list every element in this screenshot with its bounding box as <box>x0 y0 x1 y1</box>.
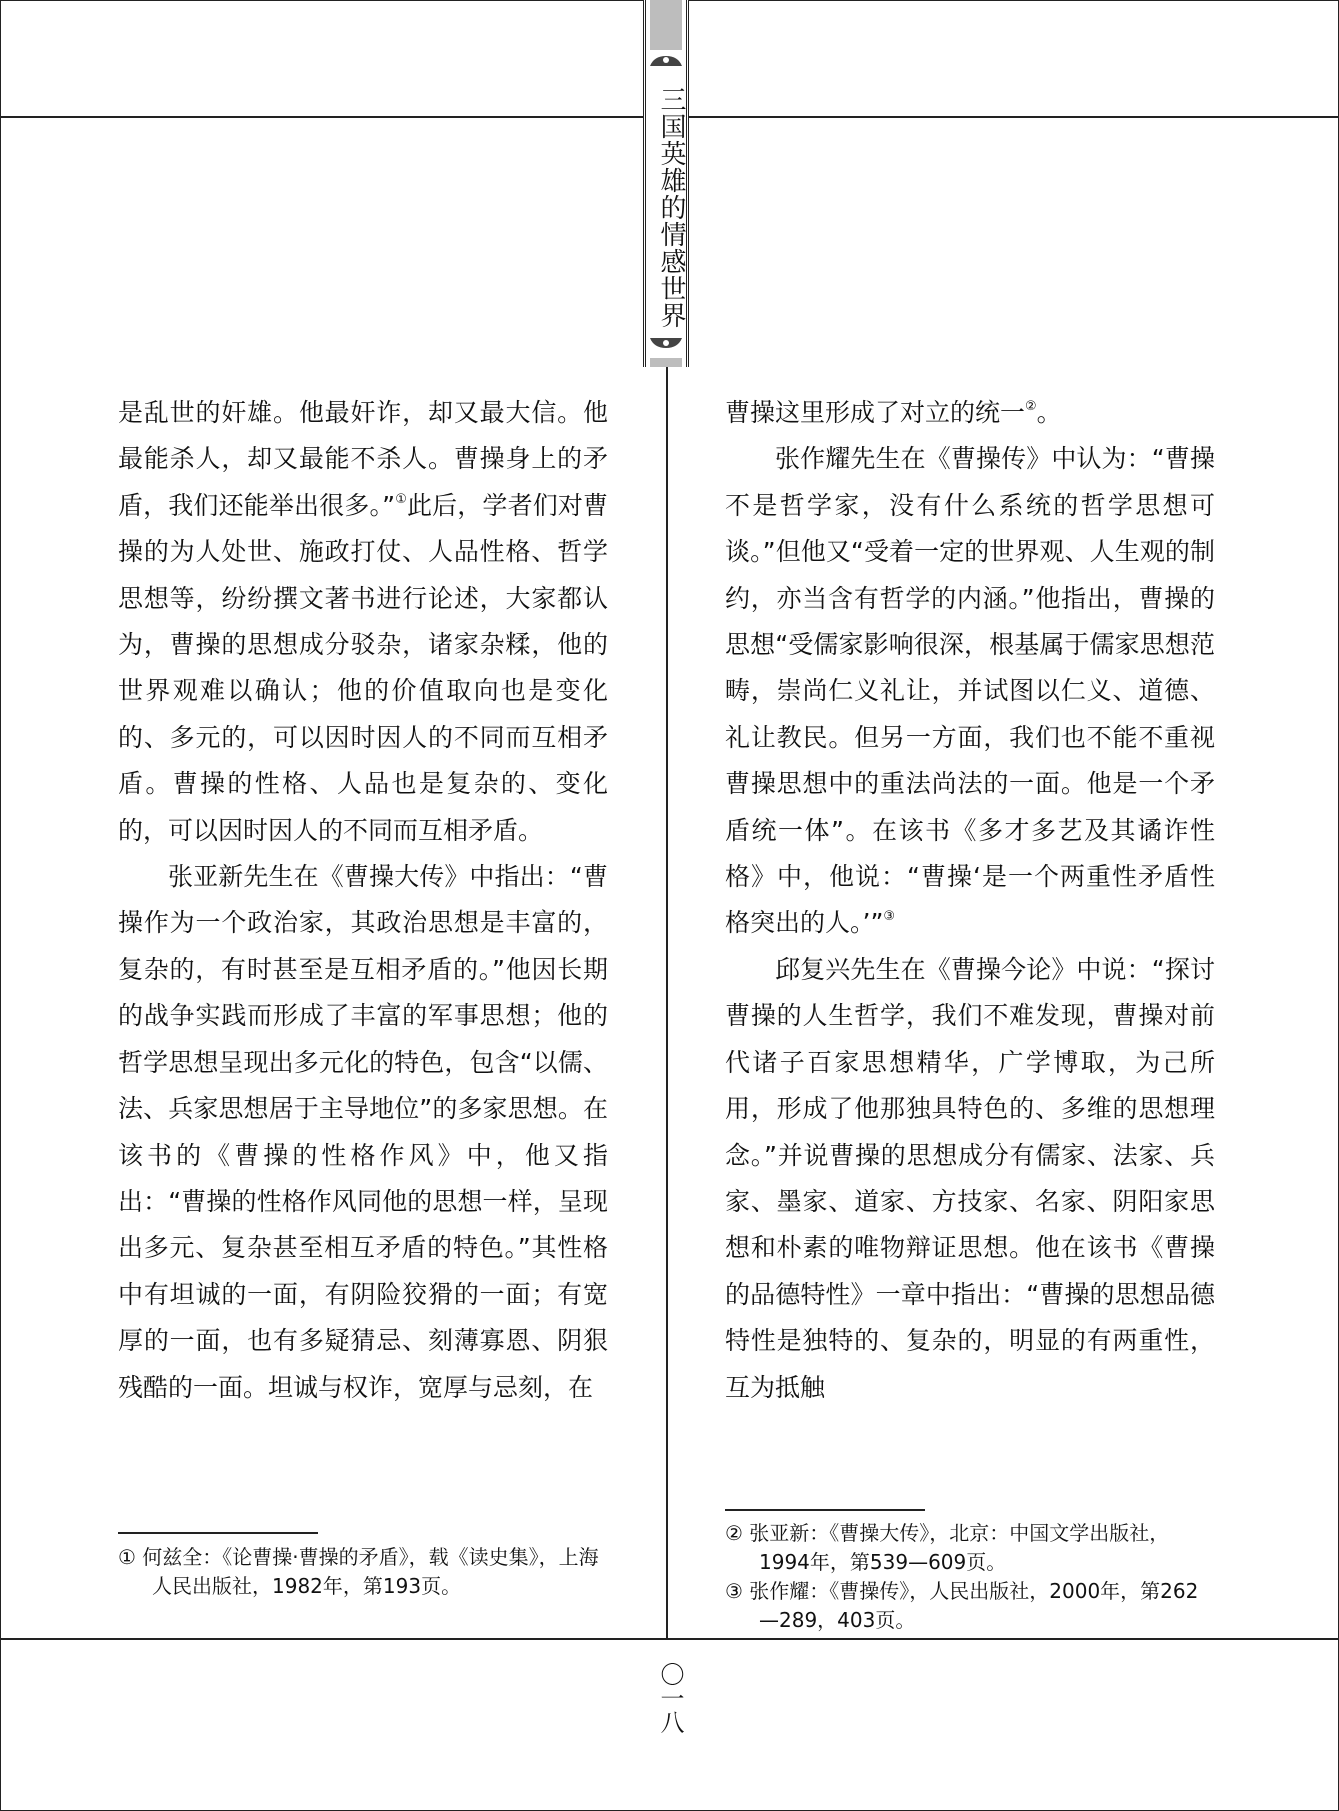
footnote-ref-2: ② <box>1025 399 1037 414</box>
left-paragraph-1 <box>118 390 608 854</box>
right-paragraph-1-end: 。 <box>1036 398 1062 427</box>
column-divider <box>666 367 668 1639</box>
right-paragraph-1 <box>725 390 1215 436</box>
footnote-separator-left <box>118 1532 318 1534</box>
left-paragraph-1-text: 是乱世的奸雄。他最奸诈，却又最大信。他最能杀人，却又最能不杀人。曹操身上的矛盾，我们还能举出很多。” <box>118 398 608 520</box>
tab-bottom-block <box>650 358 682 367</box>
book-title-tab <box>643 0 689 367</box>
footnote-ref-1: ① <box>395 491 407 507</box>
right-column <box>725 390 1215 1411</box>
footnotes-left <box>118 1543 608 1601</box>
footer-rule <box>0 1638 1339 1640</box>
right-paragraph-2 <box>725 436 1215 946</box>
right-paragraph-2-text: 张作耀先生在《曹操传》中认为：“曹操不是哲学家，没有什么系统的哲学思想可谈。”但他又“受着一定的世界观、人生观的制约，亦当含有哲学的内涵。”他指出，曹操的思想“受儒家影响很深，根基属于儒家思想范畴，崇尚仁义礼让，并试图以仁义、道德、礼让教民。但另一方面，我们也不能不重视曹操思想中的重法尚法的一面。他是一个矛盾统一体”。在该书《多才多艺及其谲诈性格》中，他说：“曹操‘是一个两重性矛盾性格突出的人。’” <box>725 444 1215 938</box>
tab-top-block <box>650 0 682 50</box>
footnote-separator-right <box>725 1509 925 1511</box>
footnote-2: ② 张亚新：《曹操大传》，北京：中国文学出版社，1994年，第539—609页。 <box>725 1521 1170 1574</box>
footnote-ref-3: ③ <box>883 909 896 925</box>
left-paragraph-2: 张亚新先生在《曹操大传》中指出：“曹操作为一个政治家，其政治思想是丰富的，复杂的，有时甚至是互相矛盾的。”他因长期的战争实践而形成了丰富的军事思想；他的哲学思想呈现出多元化的特色，包含“以儒、法、兵家思想居于主导地位”的多家思想。在该书的《曹操的性格作风》中，他又指出：“曹操的性格作风同他的思想一样，呈现出多元、复杂甚至相互矛盾的特色。”其性格中有坦诚的一面，有阴险狡猾的一面；有宽厚的一面，也有多疑猜忌、刻薄寡恩、阴狠残酷的一面。坦诚与权诈，宽厚与忌刻，在 <box>118 862 608 1402</box>
book-title: 三国英雄的情感世界 <box>656 86 686 329</box>
footnotes-right <box>725 1519 1215 1635</box>
ornament-bottom-icon <box>648 336 684 352</box>
ornament-top-icon <box>648 52 684 68</box>
right-paragraph-3: 邱复兴先生在《曹操今论》中说：“探讨曹操的人生哲学，我们不难发现，曹操对前代诸子百家思想精华，广学博取，为己所用，形成了他那独具特色的、多维的思想理念。”并说曹操的思想成分有儒家、法家、兵家、墨家、道家、方技家、名家、阴阳家思想和朴素的唯物辩证思想。他在该书《曹操的品德特性》一章中指出：“曹操的思想品德特性是独特的、复杂的，明显的有两重性，互为抵触 <box>725 954 1215 1402</box>
left-paragraph-1-continued: 此后，学者们对曹操的为人处世、施政打仗、人品性格、哲学思想等，纷纷撰文著书进行论述，大家都认为，曹操的思想成分驳杂，诸家杂糅，他的世界观难以确认；他的价值取向也是变化的、多元的，可以因时因人的不同而互相矛盾。曹操的性格、人品也是复杂的、变化的，可以因时因人的不同而互相矛盾。 <box>118 490 609 845</box>
left-column <box>118 390 608 1411</box>
footnote-1: ① 何兹全：《论曹操·曹操的矛盾》，载《读史集》，上海人民出版社，1982年，第193页。 <box>118 1545 599 1598</box>
page-number: 〇一八 <box>656 1662 684 1734</box>
right-paragraph-1-text: 曹操这里形成了对立的统一 <box>725 398 1026 427</box>
footnote-3: ③ 张作耀：《曹操传》，人民出版社，2000年，第262—289，403页。 <box>725 1579 1199 1632</box>
